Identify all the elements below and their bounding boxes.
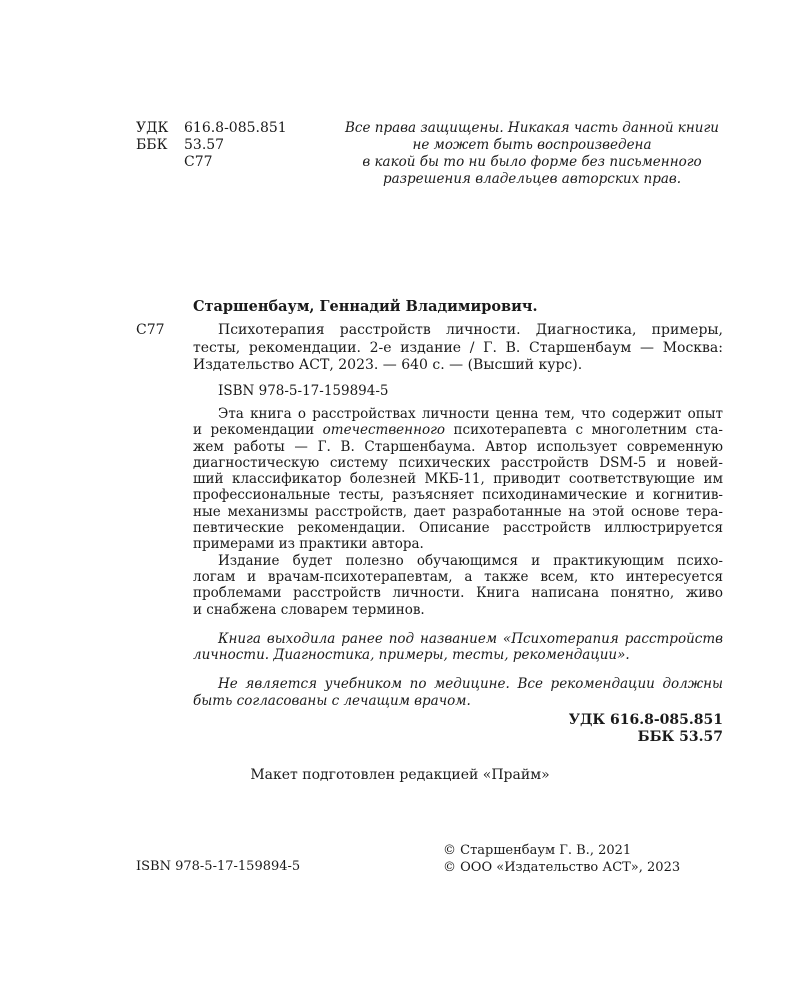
annotation-line: логам и врачам-психотерапевтам, а также всем, кто интересуется: [193, 568, 723, 585]
copyright-block: [443, 842, 680, 876]
title-line: Психотерапия расстройств личности. Диагностика, примеры,: [218, 322, 723, 338]
title-line: Издательство АСТ, 2023. — 640 с. — (Высший курс).: [193, 357, 583, 373]
bbk-footer: ББК 53.57: [637, 729, 723, 745]
medical-disclaimer: Не является учебником по медицине. Все рекомендации должны: [218, 676, 723, 693]
rights-line: Все права защищены. Никакая часть данной книги: [345, 120, 719, 136]
isbn-record: ISBN 978-5-17-159894-5: [218, 383, 389, 399]
rights-line: не может быть воспроизведена: [412, 137, 652, 153]
rights-line: разрешения владельцев авторских прав.: [382, 171, 682, 187]
annotation: [193, 406, 723, 709]
library-code: С77: [136, 322, 165, 338]
annotation-line: ший классификатор болезней МКБ-11, приводит соответствующие им: [193, 471, 723, 488]
previous-title-note: личности. Диагностика, примеры, тесты, рекомендации».: [193, 647, 630, 664]
annotation-line: диагностическую систему психических расстройств DSM-5 и новей-: [193, 454, 723, 471]
title-line: тесты, рекомендации. 2-е издание / Г. В. Старшенбаум — Москва:: [193, 339, 723, 356]
emphasis-text: отечественного: [322, 422, 446, 439]
bbk-label: ББК: [136, 137, 168, 153]
rights-line: в какой бы то ни было форме без письменного: [362, 154, 702, 170]
previous-title-note: Книга выходила ранее под названием «Психотерапия расстройств: [218, 630, 723, 647]
classification-codes: [136, 120, 287, 171]
copyright-line: © Старшенбаум Г. В., 2021: [443, 843, 632, 858]
udk-value: 616.8-085.851: [184, 120, 287, 136]
udk-footer: УДК 616.8-085.851: [568, 712, 723, 728]
annotation-line: певтические рекомендации. Описание расстройств иллюстрируется: [193, 520, 723, 537]
rights-notice: [322, 120, 742, 188]
author-heading: Старшенбаум, Геннадий Владимирович.: [193, 298, 538, 315]
title-record: [193, 322, 723, 375]
footer-codes: [569, 712, 723, 746]
author-mark: С77: [184, 154, 213, 170]
annotation-line: и рекомендации отечественного психотерапевта с многолетним ста-: [193, 422, 723, 439]
annotation-line: профессиональные тесты, разъясняет психодинамические и когнитив-: [193, 487, 723, 504]
annotation-line: жем работы — Г. В. Старшенбаума. Автор использует современную: [193, 438, 723, 455]
udk-label: УДК: [136, 120, 169, 136]
bbk-value: 53.57: [184, 137, 225, 153]
annotation-line: ные механизмы расстройств, дает разработанные на этой основе тера-: [193, 503, 723, 520]
annotation-line: примерами из практики автора.: [193, 536, 424, 553]
annotation-line: проблемами расстройств личности. Книга написана понятно, живо: [193, 585, 723, 602]
medical-disclaimer: быть согласованы с лечащим врачом.: [193, 692, 471, 709]
annotation-line: Издание будет полезно обучающимся и практикующим психо-: [218, 552, 723, 569]
annotation-line: и снабжена словарем терминов.: [193, 601, 425, 618]
annotation-line: Эта книга о расстройствах личности ценна тем, что содержит опыт: [218, 406, 723, 422]
layout-credit: Макет подготовлен редакцией «Прайм»: [250, 767, 550, 783]
isbn-footer: ISBN 978-5-17-159894-5: [136, 859, 301, 874]
copyright-line: © ООО «Издательство АСТ», 2023: [443, 860, 681, 875]
